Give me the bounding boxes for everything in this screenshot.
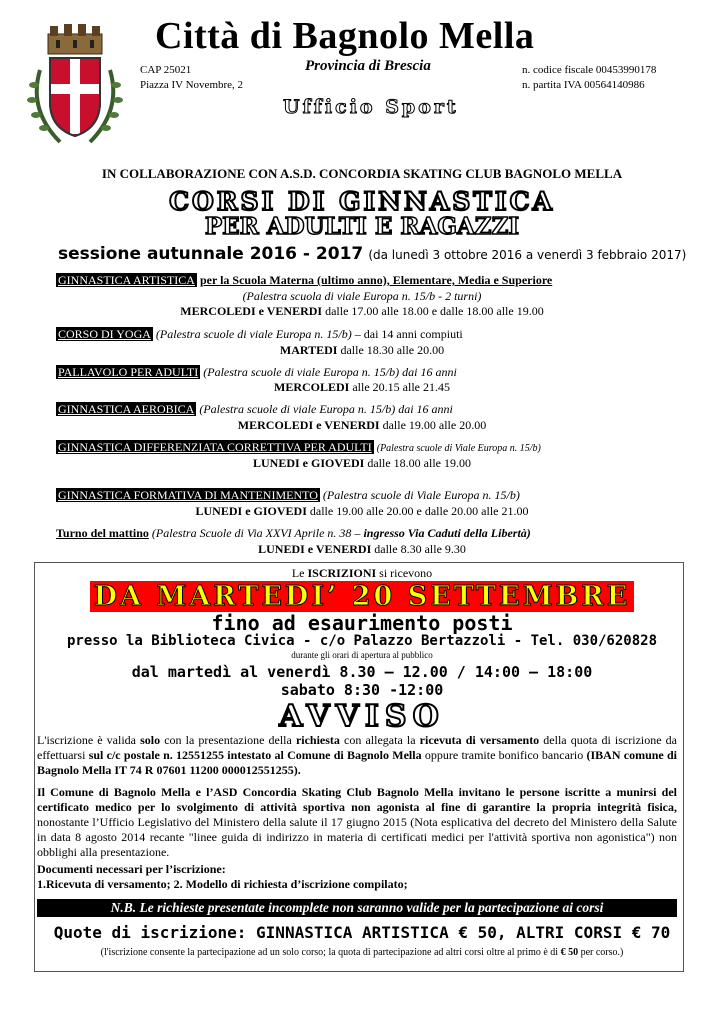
course-hours: dalle 19.00 alle 20.00 e dalle 20.00 alle 21.00 — [309, 504, 529, 518]
course-item — [56, 526, 531, 541]
course-name: GINNASTICA DIFFERENZIATA CORRETTIVA PER ADULTI — [58, 440, 372, 454]
course-days: MERCOLEDI — [274, 380, 350, 394]
address: Piazza IV Novembre, 2 — [140, 79, 244, 91]
notice-text: oppure tramite bonifico bancario — [424, 748, 584, 762]
notice-text: con allegata la — [344, 733, 416, 747]
session-line — [58, 244, 686, 264]
course-hours: dalle 18.30 alle 20.00 — [340, 343, 445, 357]
footnote-text: (l'iscrizione consente la partecipazione ad un solo corso; la quota di partecipazione ad altri corsi oltre al primo è di — [100, 947, 559, 958]
city-title: Città di Bagnolo Mella — [155, 15, 535, 57]
course-days: LUNEDI e VENERDI — [258, 542, 372, 556]
course-item — [56, 327, 463, 342]
notice-text-bold: sul c/c postale n. 12551255 intestato al Comune di Bagnolo Mella — [88, 748, 422, 762]
vat-number: n. partita IVA 00564140986 — [522, 79, 645, 91]
course-hours: alle 20.15 alle 21.45 — [352, 380, 450, 394]
course-item — [56, 402, 453, 417]
course-name: CORSO DI YOGA — [58, 327, 151, 341]
course-item — [56, 273, 552, 288]
office-name: Ufficio Sport — [283, 96, 459, 118]
notice-title: AVVISO — [279, 699, 445, 734]
notice-text-bold: Il Comune di Bagnolo Mella e l’ASD Concordia Skating Club Bagnolo Mella invitano le persone iscritte a munirsi del certificato medico per lo svolgimento di attività sportiva non agonista al fine di garantire la propria integrità fisica, — [37, 785, 677, 814]
registration-hours-weekdays: dal martedì al venerdì 8.30 – 12.00 / 14:00 – 18:00 — [131, 663, 593, 681]
course-place: (Palestra scuole di Viale Europa n. 15/b) — [376, 443, 541, 454]
course-schedule — [0, 343, 724, 358]
course-schedule — [0, 504, 724, 519]
course-item — [56, 488, 520, 503]
course-schedule — [0, 304, 724, 319]
notice-paragraph-payment — [37, 733, 677, 778]
course-extra: – dai 14 anni compiuti — [354, 327, 463, 341]
registration-date-banner — [0, 581, 724, 612]
course-name: GINNASTICA AEROBICA — [58, 402, 195, 416]
fees-line: Quote di iscrizione: GINNASTICA ARTISTICA € 50, ALTRI CORSI € 70 — [53, 923, 671, 942]
notice-text-bold: solo — [140, 733, 161, 747]
course-name: PALLAVOLO PER ADULTI — [58, 365, 199, 379]
course-place: (Palestra scuola di viale Europa n. 15/b - 2 turni) — [242, 289, 482, 303]
nb-warning: N.B. Le richieste presentate incomplete non saranno valide per la partecipazione ai corsi — [37, 899, 677, 917]
footnote-text: per corso.) — [580, 947, 624, 958]
course-days: MARTEDI — [279, 343, 338, 357]
cap-code: CAP 25021 — [140, 64, 192, 76]
notice-text-bold: ricevuta di versamento — [419, 733, 540, 747]
course-name: GINNASTICA ARTISTICA — [58, 273, 195, 287]
notice-text: con la presentazione della — [164, 733, 292, 747]
collaboration-line: IN COLLABORAZIONE CON A.S.D. CONCORDIA SKATING CLUB BAGNOLO MELLA — [101, 166, 623, 181]
course-hours: dalle 19.00 alle 20.00 — [382, 418, 487, 432]
registration-until: fino ad esaurimento posti — [211, 611, 513, 635]
course-hours: dalle 18.00 alle 19.00 — [367, 456, 471, 470]
footnote-amount: € 50 — [560, 947, 579, 958]
registration-location: presso la Biblioteca Civica - c/o Palazzo Bertazzoli - Tel. 030/620828 — [66, 633, 657, 649]
notice-text: L'iscrizione è valida — [37, 733, 136, 747]
course-days: LUNEDI e GIOVEDI — [253, 456, 365, 470]
registration-hours-note: durante gli orari di apertura al pubblico — [291, 650, 433, 660]
course-schedule — [0, 542, 724, 557]
main-title: CORSI DI GINNASTICA — [169, 187, 555, 216]
course-schedule — [0, 380, 724, 395]
course-place: (Palestra scuole di viale Europa n. 15/b) dai 16 anni — [199, 402, 453, 416]
notice-text: nonostante l’Ufficio Legislativo del Ministero della salute il 17 giugno 2015 (Nota esplicativa del decreto del Ministero della Salute in data 8 agosto 2014 recante "linee guida di indirizzo in materia di certificati medici per l'attività sportiva non agonistica") non obblighi alla presentazione. — [37, 815, 677, 859]
course-name: Turno del mattino — [56, 526, 149, 540]
registration-intro-post: si ricevono — [379, 566, 433, 580]
course-schedule — [0, 418, 724, 433]
main-subtitle: PER ADULTI E RAGAZZI — [204, 213, 520, 240]
fees-footnote — [0, 947, 724, 958]
course-days: LUNEDI e GIOVEDI — [195, 504, 307, 518]
course-place: (Palestra scuole di viale Europa n. 15/b) — [155, 327, 352, 341]
course-place: (Palestra scuole di Viale Europa n. 15/b) — [322, 488, 520, 502]
registration-intro — [0, 566, 724, 581]
course-days: MERCOLEDI e VENERDI — [180, 304, 323, 318]
notice-text: della quota di iscrizione da effettuarsi — [37, 733, 678, 762]
session-name: sessione autunnale 2016 - 2017 — [58, 244, 364, 264]
course-hours: dalle 17.00 alle 18.00 e dalle 18.00 alle 19.00 — [325, 304, 544, 318]
city-crest-logo — [20, 20, 130, 150]
course-hours: dalle 8.30 alle 9.30 — [374, 542, 466, 556]
course-place: (Palestra Scuole di Via XXVI Aprile n. 38 – — [151, 526, 361, 540]
course-schedule — [0, 456, 724, 471]
course-place: (Palestra scuole di viale Europa n. 15/b) dai 16 anni — [203, 365, 457, 379]
registration-intro-pre: Le — [291, 566, 305, 580]
notice-text-bold: richiesta — [295, 733, 340, 747]
registration-hours-saturday: sabato 8:30 -12:00 — [280, 681, 444, 699]
course-days: MERCOLEDI e VENERDI — [237, 418, 380, 432]
session-dates: (da lunedì 3 ottobre 2016 a venerdì 3 febbraio 2017) — [368, 248, 687, 262]
province: Provincia di Brescia — [305, 58, 431, 74]
notice-paragraph-medical — [37, 785, 677, 860]
notice-text-bold: (IBAN comune di Bagnolo Mella IT 74 R 07601 11200 000012551255). — [37, 748, 678, 777]
fiscal-code: n. codice fiscale 00453990178 — [522, 64, 657, 76]
course-item — [56, 365, 457, 380]
registration-intro-bold: ISCRIZIONI — [307, 566, 377, 580]
course-description: per la Scuola Materna (ultimo anno), Elementare, Media e Superiore — [199, 273, 553, 287]
documents-title: Documenti necessari per l’iscrizione: — [37, 862, 226, 876]
documents-list: 1.Ricevuta di versamento; 2. Modello di richiesta d’iscrizione compilato; — [37, 877, 408, 891]
registration-date: DA MARTEDI’ 20 SETTEMBRE — [90, 581, 635, 612]
course-extra: ingresso Via Caduti della Libertà) — [363, 526, 531, 540]
course-item — [56, 440, 541, 455]
course-name: GINNASTICA FORMATIVA DI MANTENIMENTO — [58, 488, 318, 502]
